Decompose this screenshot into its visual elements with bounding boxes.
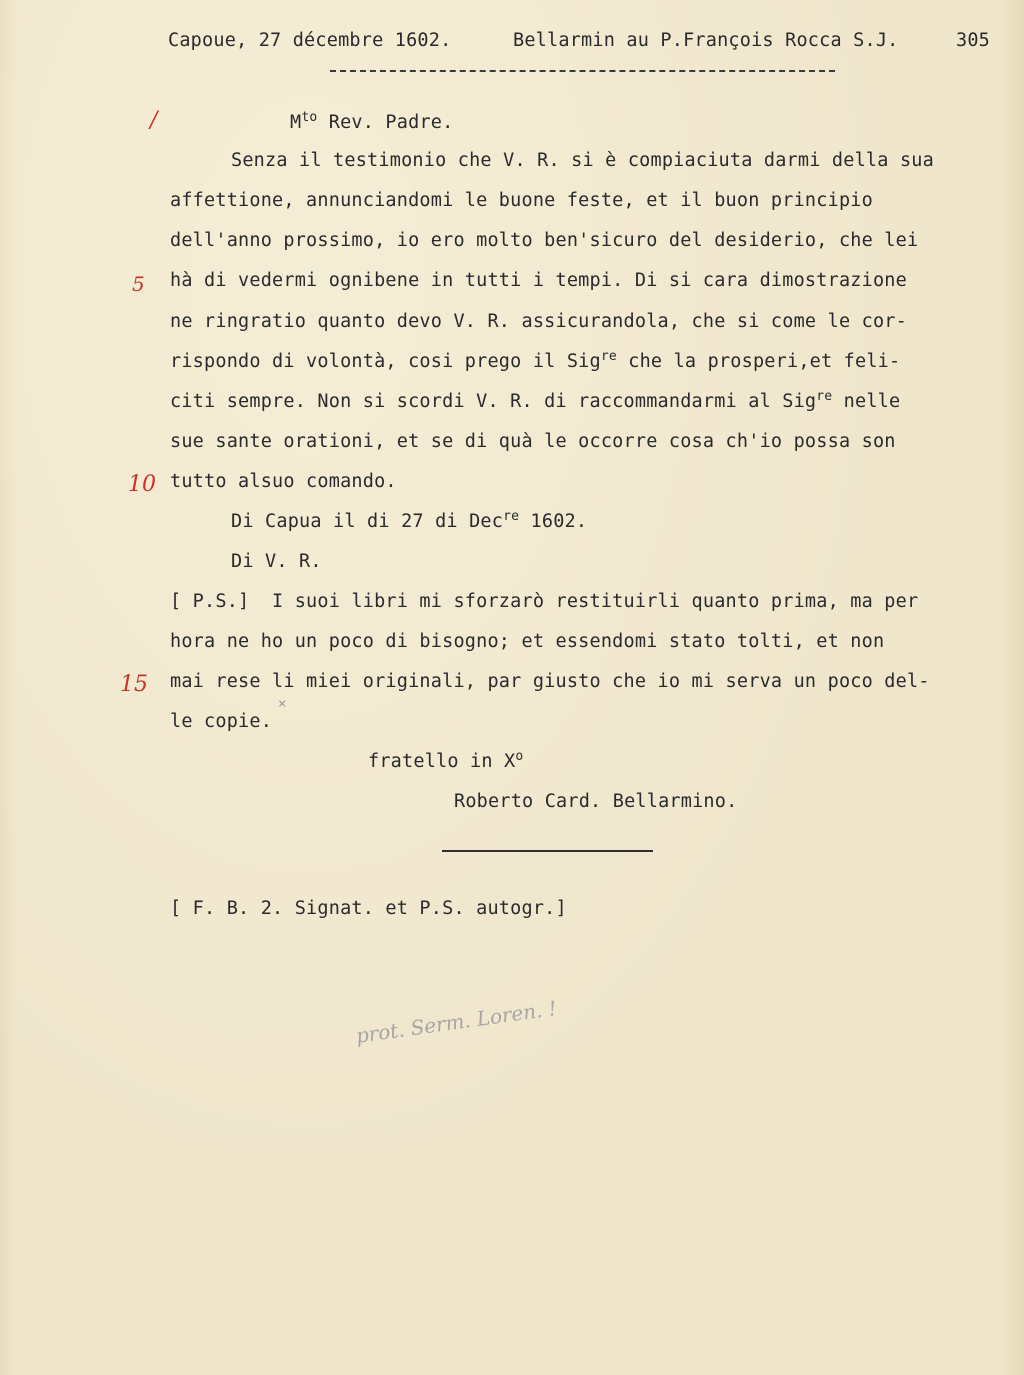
header-page-number: 305 xyxy=(956,30,991,51)
letter-line-7: citi sempre. Non si scordi V. R. di raccommandarmi al Sig$^{re}$ nelle xyxy=(170,389,901,412)
postscript-line-2: hora ne ho un poco di bisogno; et essendomi stato tolti, et non xyxy=(170,631,885,652)
header-dashed-rule xyxy=(330,70,835,72)
closing-fratello: fratello in $X^o$ xyxy=(368,749,524,772)
letter-line-5: ne ringratio quanto devo V. R. assicurandola, che si come le cor- xyxy=(170,311,907,332)
margin-line-number-10: 10 xyxy=(128,472,156,497)
header-title: Bellarmin au P.François Rocca S.J. xyxy=(513,30,899,51)
pencil-x-mark: × xyxy=(278,696,287,712)
letter-line-9: tutto alsuo comando. xyxy=(170,471,397,492)
salutation: $M^{to}$ Rev. Padre. xyxy=(290,110,454,133)
header-place-date: Capoue, 27 décembre 1602. xyxy=(168,30,452,51)
letter-line-8: sue sante orationi, et se di quà le occorre cosa ch'io possa son xyxy=(170,431,896,452)
letter-line-4: hà di vedermi ognibene in tutti i tempi. Di si cara dimostrazione xyxy=(170,270,907,291)
postscript-line-3: mai rese li miei originali, par giusto che io mi serva un poco del- xyxy=(170,671,930,692)
letter-line-3: dell'anno prossimo, io ero molto ben'sicuro del desiderio, che lei xyxy=(170,230,919,251)
letter-date-line: Di Capua il di 27 di Dec$^{re}$ 1602. xyxy=(231,509,588,532)
letter-line-di-vr: Di V. R. xyxy=(231,551,322,572)
pencil-annotation: prot. Serm. Loren. ! xyxy=(354,996,558,1048)
margin-line-number-5: 5 xyxy=(132,272,145,296)
closing-signature: Roberto Card. Bellarmino. xyxy=(454,791,738,812)
letter-line-6: rispondo di volontà, cosi prego il Sig$^{re}$ che la prosperi,et feli- xyxy=(170,349,901,372)
postscript-line-4: le copie. xyxy=(170,711,273,732)
postscript-line-1: [ P.S.] I suoi libri mi sforzarò restituirli quanto prima, ma per xyxy=(170,591,919,612)
margin-line-number-15: 15 xyxy=(120,672,148,697)
margin-mark-slash: / xyxy=(150,108,158,133)
signature-rule xyxy=(442,850,653,852)
footnote: [ F. B. 2. Signat. et P.S. autogr.] xyxy=(170,898,567,919)
letter-line-2: affettione, annunciandomi le buone feste, et il buon principio xyxy=(170,190,873,211)
letter-line-1: Senza il testimonio che V. R. si è compiaciuta darmi della sua xyxy=(231,150,934,171)
